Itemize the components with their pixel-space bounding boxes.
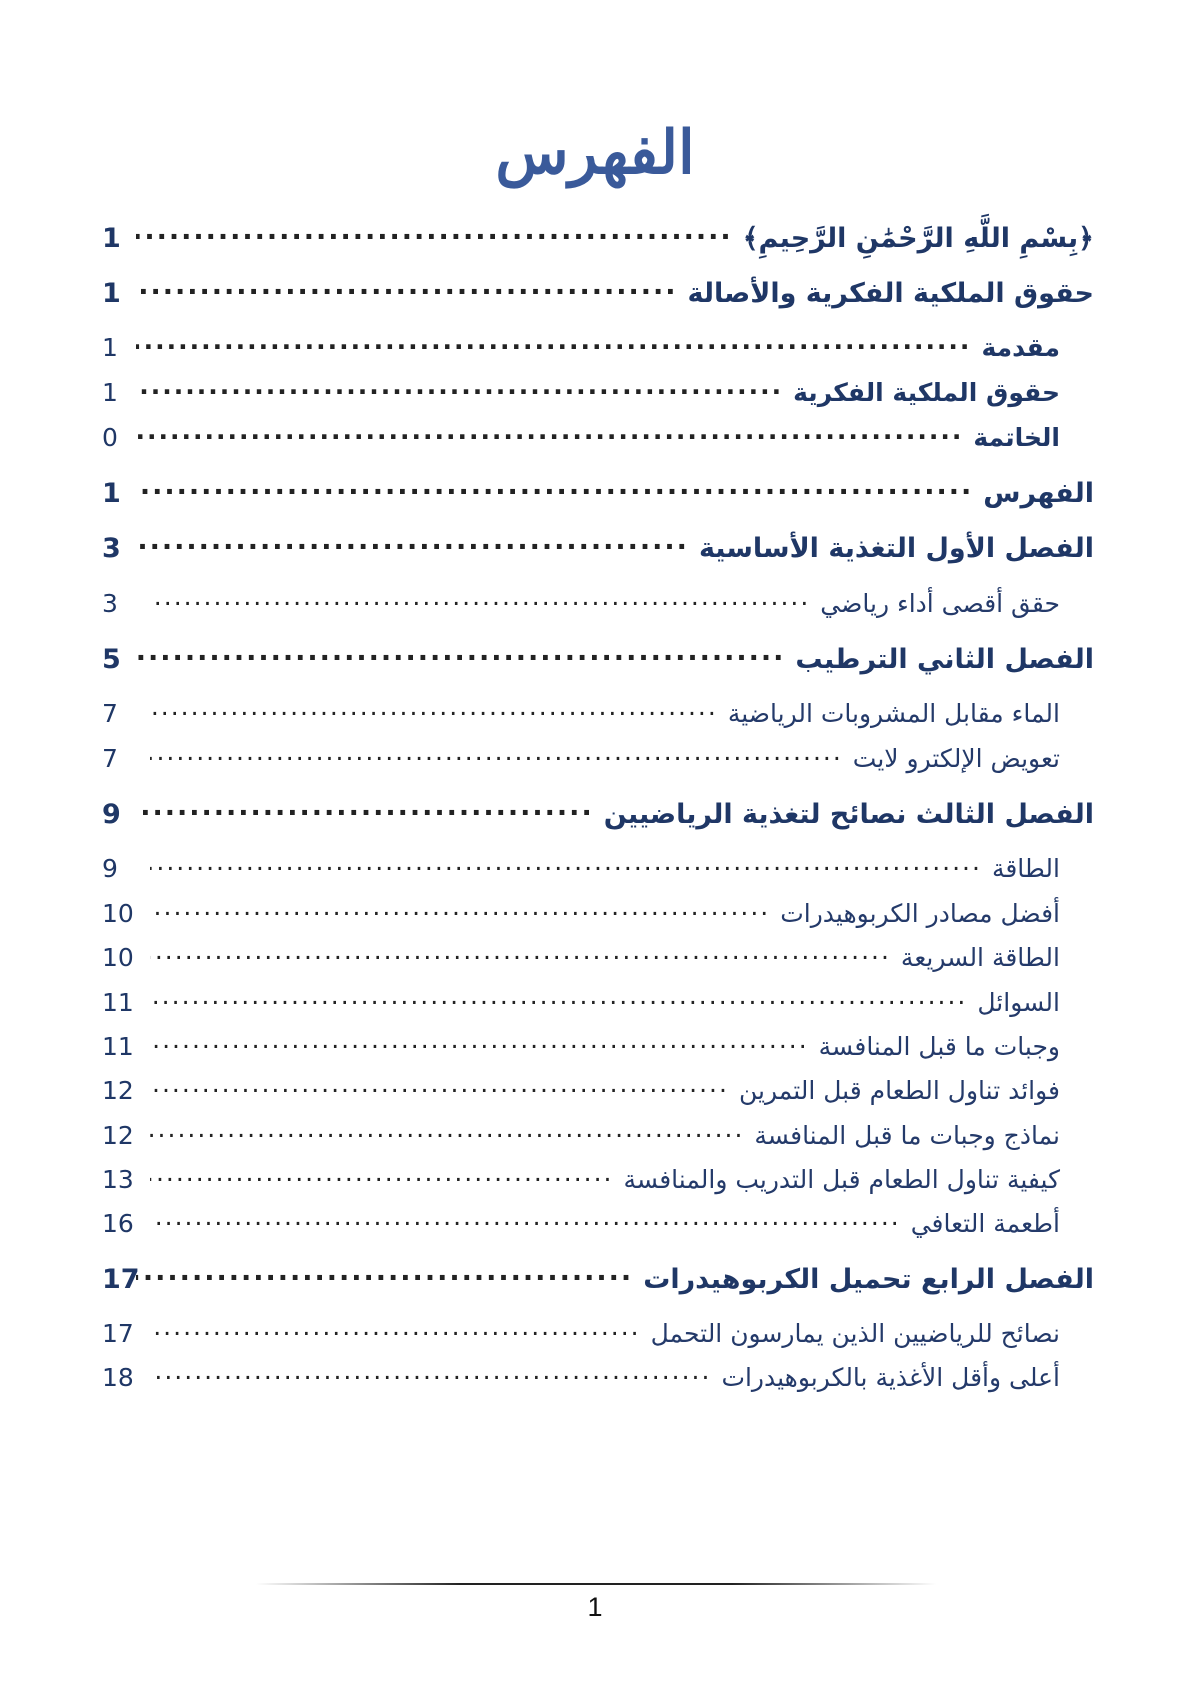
dot-leader [150,1202,901,1232]
dot-leader [136,270,678,302]
toc-entry-energy[interactable] [102,847,1060,883]
dot-leader [150,737,843,767]
dot-leader [150,582,810,612]
toc-entry-page: 9 [102,799,121,831]
toc-entry-chapter-2[interactable] [102,636,1094,675]
dot-leader [150,936,891,966]
toc-entry-page: 0 [102,423,118,452]
dot-leader [136,326,971,356]
toc-entry-introduction[interactable] [102,326,1060,362]
dot-leader [136,636,785,668]
toc-entry-page: 1 [102,378,118,407]
toc-entry-copyright[interactable] [102,270,1094,309]
toc-entry-high-low-carb-foods[interactable] [102,1356,1060,1392]
toc-entry-label: السوائل [977,988,1060,1017]
toc-entry-page: 11 [102,988,134,1017]
toc-entry-page: 17 [102,1319,134,1348]
toc-entry-label: حقق أقصى أداء رياضي [820,589,1060,618]
toc-entry-label: تعويض الإلكترو لايت [852,744,1060,773]
dot-leader [150,1114,744,1144]
toc-entry-page: 5 [102,644,121,676]
toc-entry-endurance-tips[interactable] [102,1312,1060,1348]
dot-leader [150,1356,711,1386]
toc-entry-label: الفصل الثالث نصائح لتغذية الرياضيين [603,799,1094,831]
footer-divider [256,1583,936,1585]
toc-entry-label: حقوق الملكية الفكرية والأصالة [687,278,1094,310]
toc-entry-sample-meals[interactable] [102,1114,1060,1150]
toc-entry-label: ﴿بِسْمِ اللَّهِ الرَّحْمَٰنِ الرَّحِيمِ﴾ [742,223,1094,255]
toc-entry-page: 10 [102,899,134,928]
toc-entry-page: 3 [102,533,121,565]
dot-leader [150,981,967,1011]
toc-entry-page: 16 [102,1209,134,1238]
dot-leader [150,1312,641,1342]
toc-entry-page: 17 [102,1264,140,1296]
toc-entry-index[interactable] [102,470,1094,509]
dot-leader [136,371,783,401]
toc-entry-label: كيفية تناول الطعام قبل التدريب والمنافسة [623,1165,1060,1194]
toc-entry-label: الفصل الأول التغذية الأساسية [698,533,1094,565]
toc-entry-label: مقدمة [981,333,1060,362]
toc-entry-water-vs-sports-drinks[interactable] [102,692,1060,728]
toc-entry-page: 18 [102,1363,134,1392]
toc-entry-page: 1 [102,333,118,362]
toc-entry-basmala[interactable] [102,215,1094,254]
toc-entry-label: فوائد تناول الطعام قبل التمرين [738,1076,1060,1105]
toc-entry-page: 1 [102,478,121,510]
toc-entry-label: نماذج وجبات ما قبل المنافسة [754,1121,1060,1150]
toc-entry-page: 10 [102,943,134,972]
toc-entry-how-to-eat[interactable] [102,1158,1060,1194]
toc-entry-chapter-1[interactable] [102,525,1094,564]
toc-entry-chapter-3[interactable] [102,791,1094,830]
dot-leader [136,215,733,247]
page-title: الفهرس [495,118,695,188]
toc-entry-label: الفصل الثاني الترطيب [795,644,1094,676]
toc-entry-page: 9 [102,854,118,883]
toc-entry-page: 3 [102,589,118,618]
toc-entry-label: الطاقة السريعة [900,943,1060,972]
dot-leader [136,791,594,823]
toc-entry-page: 1 [102,223,121,255]
toc-entry-page: 12 [102,1076,134,1105]
page-number: 1 [587,1592,603,1622]
dot-leader [150,847,982,877]
toc-entry-label: وجبات ما قبل المنافسة [818,1032,1060,1061]
toc-entry-peak-performance[interactable] [102,582,1060,618]
dot-leader [150,1069,729,1099]
toc-entry-label: الفصل الرابع تحميل الكربوهيدرات [643,1264,1094,1296]
toc-entry-label: الطاقة [991,854,1060,883]
toc-entry-page: 13 [102,1165,134,1194]
toc-entry-label: الفهرس [983,478,1094,510]
toc-entry-label: أعلى وأقل الأغذية بالكربوهيدرات [721,1363,1060,1392]
toc-entry-quick-energy[interactable] [102,936,1060,972]
toc-entry-page: 7 [102,699,118,728]
toc-entry-pre-workout-benefits[interactable] [102,1069,1060,1105]
toc-entry-label: نصائح للرياضيين الذين يمارسون التحمل [650,1319,1060,1348]
dot-leader [136,1256,633,1288]
toc-entry-electrolyte-replacement[interactable] [102,737,1060,773]
toc-entry-fluids[interactable] [102,981,1060,1017]
toc-entry-best-carb-sources[interactable] [102,892,1060,928]
dot-leader [136,416,963,446]
dot-leader [150,1025,809,1055]
toc-entry-recovery-foods[interactable] [102,1202,1060,1238]
dot-leader [150,1158,614,1188]
toc-entry-label: الماء مقابل المشروبات الرياضية [727,699,1060,728]
dot-leader [136,470,973,502]
dot-leader [150,692,718,722]
toc-entry-pre-competition-meals[interactable] [102,1025,1060,1061]
toc-entry-page: 1 [102,278,121,310]
toc-entry-ip-rights[interactable] [102,371,1060,407]
toc-entry-page: 12 [102,1121,134,1150]
toc-entry-page: 11 [102,1032,134,1061]
toc-entry-label: أطعمة التعافي [910,1209,1060,1238]
dot-leader [136,525,689,557]
toc-entry-label: حقوق الملكية الفكرية [793,378,1060,407]
toc-entry-label: الخاتمة [973,423,1060,452]
toc-entry-conclusion[interactable] [102,416,1060,452]
toc-entry-label: أفضل مصادر الكربوهيدرات [780,899,1060,928]
dot-leader [150,892,770,922]
toc-entry-chapter-4[interactable] [102,1256,1094,1295]
toc-entry-page: 7 [102,744,118,773]
